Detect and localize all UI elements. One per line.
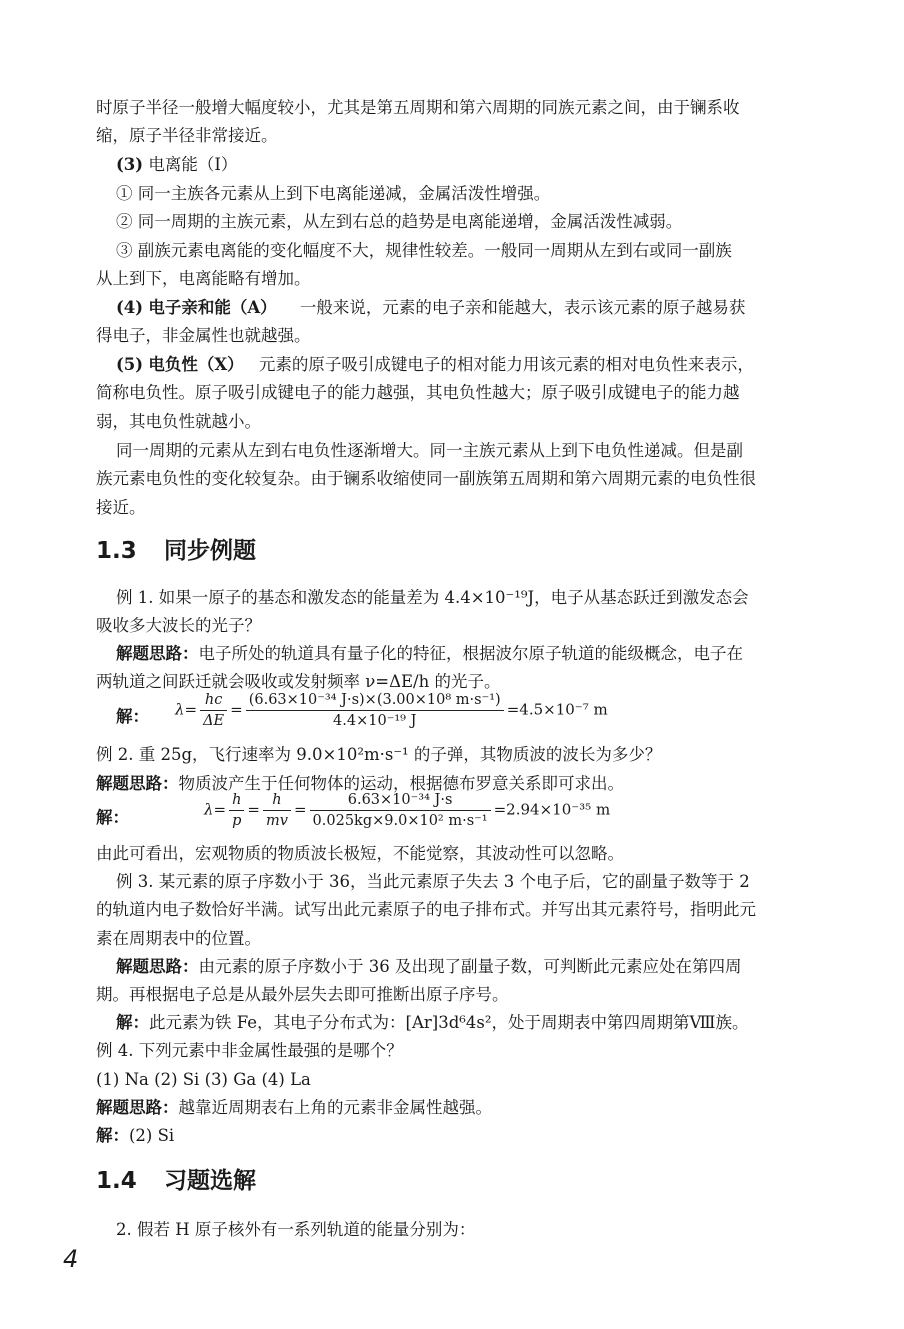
text-line: 缩，原子半径非常接近。: [96, 126, 278, 145]
example-4-solution: [96, 1122, 816, 1150]
thinking-text: 电子所处的轨道具有量子化的特征，根据波尔原子轨道的能级概念，电子在: [198, 644, 743, 663]
text-line: 吸收多大波长的光子？: [96, 616, 261, 635]
section-number: 1.3: [96, 538, 137, 564]
text-line: 时原子半径一般增大幅度较小，尤其是第五周期和第六周期的同族元素之间，由于镧系收: [96, 98, 740, 117]
question-text: 例 2. 重 25g，飞行速率为 9.0×10²m·s⁻¹ 的子弹，其物质波的波长为多少？: [96, 745, 662, 764]
solution-text: 此元素为铁 Fe，其电子分布式为：[Ar]3d⁶4s²，处于周期表中第四周期第Ⅷ族。: [149, 1013, 749, 1032]
example-1-thinking: [116, 640, 836, 668]
example-2-question: [96, 741, 816, 769]
equation-lhs: λ=: [175, 700, 198, 719]
subheading-text: 元素的原子吸引成键电子的相对能力用该元素的相对电负性来表示，: [258, 355, 754, 374]
equation-rhs: =4.5×10⁻⁷ m: [506, 700, 608, 719]
text-line: 接近。: [96, 498, 146, 517]
solution-label: 解：: [96, 1126, 129, 1145]
subheading-text: 一般来说，元素的电子亲和能越大，表示该元素的原子越易获: [299, 298, 746, 317]
thinking-text: 由元素的原子序数小于 36 及出现了副量子数，可判断此元素应处在第四周: [198, 957, 742, 976]
section-heading: [96, 1162, 256, 1195]
text-line: 期。再根据电子总是从最外层失去即可推断出原子序号。: [96, 985, 509, 1004]
thinking-label: 解题思路：: [96, 1098, 179, 1117]
section-title: 习题选解: [164, 1168, 257, 1194]
text-line: 弱，其电负性就越小。: [96, 412, 261, 431]
equation-2: λ= $\frac{h}{p}$ = $\frac{h}{mv}$ = $\frac{\text{6.63×10⁻³⁴ J·s}}{\text{0.025kg×9.0×10² m·s⁻¹}}$ =2.94×10⁻³⁵ m: [204, 792, 611, 829]
subheading-number: (5): [116, 355, 144, 374]
denominator: ΔE: [203, 713, 225, 729]
example-4-options: (1) Na (2) Si (3) Ga (4) La: [96, 1070, 311, 1089]
text-line: 得电子，非金属性也就越强。: [96, 326, 311, 345]
numerator: 6.63×10⁻³⁴ J·s: [310, 790, 491, 811]
equation-lhs: λ=: [204, 800, 227, 819]
solution-label: 解：: [116, 707, 149, 726]
text-line: ② 同一周期的主族元素，从左到右总的趋势是电离能递增，金属活泼性减弱。: [116, 212, 683, 231]
fraction: [263, 790, 291, 831]
thinking-label: 解题思路：: [116, 957, 199, 976]
denominator: mv: [266, 813, 288, 829]
example-3-question: 例 3. 某元素的原子序数小于 36，当此元素原子失去 3 个电子后，它的副量子数等于 2: [116, 872, 750, 891]
page-number: 4: [63, 1245, 79, 1273]
thinking-text: 物质波产生于任何物体的运动，根据德布罗意关系即可求出。: [178, 774, 624, 793]
fraction: [310, 790, 491, 831]
fraction: [229, 790, 244, 831]
equation-rhs: =2.94×10⁻³⁵ m: [493, 800, 611, 819]
text-line: 两轨道之间跃迁就会吸收或发射频率 ν=ΔE/h 的光子。: [96, 672, 501, 691]
example-4-thinking: [96, 1094, 816, 1122]
denominator: 0.025kg×9.0×10² m·s⁻¹: [312, 813, 488, 829]
subheading-text: 电离能（I）: [148, 155, 238, 174]
thinking-label: 解题思路：: [116, 644, 199, 663]
numerator: h: [263, 790, 291, 811]
text-line: 简称电负性。原子吸引成键电子的能力越强，其电负性越大；原子吸引成键电子的能力越: [96, 383, 740, 402]
subheading-affinity: [116, 294, 836, 322]
denominator: p: [232, 813, 242, 829]
section-heading: [96, 532, 256, 565]
denominator: 4.4×10⁻¹⁹ J: [333, 713, 417, 729]
subheading-number: (3): [116, 155, 144, 174]
fraction: [246, 690, 504, 731]
text-line: ① 同一主族各元素从上到下电离能递减，金属活泼性增强。: [116, 184, 551, 203]
text-line: 同一周期的元素从左到右电负性逐渐增大。同一主族元素从上到下电负性递减。但是副: [116, 441, 743, 460]
numerator: hc: [200, 690, 227, 711]
subheading-electronegativity: [116, 351, 836, 379]
solution-label: 解：: [96, 808, 129, 827]
section-title: 同步例题: [164, 538, 257, 564]
exercise-2-question: 2. 假若 H 原子核外有一系列轨道的能量分别为：: [116, 1220, 476, 1239]
numerator: h: [229, 790, 244, 811]
text-line: 族元素电负性的变化较复杂。由于镧系收缩使同一副族第五周期和第六周期元素的电负性很: [96, 469, 756, 488]
fraction: [200, 690, 227, 731]
subheading-number: (4): [116, 298, 144, 317]
subheading-title: 电子亲和能（A）: [148, 298, 277, 317]
solution-label: 解：: [116, 1013, 149, 1032]
equation-1: λ= $\frac{hc}{\Delta E}$ = $\frac{\text{(6.63×10⁻³⁴ J·s)×(3.00×10⁸ m·s⁻¹)}}{\text{4.4×10⁻¹⁹ J}}$ =4.5×10⁻⁷ m: [175, 692, 608, 729]
text-line: 素在周期表中的位置。: [96, 929, 261, 948]
thinking-text: 越靠近周期表右上角的元素非金属性越强。: [178, 1098, 492, 1117]
section-number: 1.4: [96, 1168, 137, 1194]
example-4-question: 例 4. 下列元素中非金属性最强的是哪个？: [96, 1041, 403, 1060]
subheading-ionization: [116, 151, 836, 179]
example-3-thinking: [116, 953, 836, 981]
numerator: (6.63×10⁻³⁴ J·s)×(3.00×10⁸ m·s⁻¹): [246, 690, 504, 711]
text-line: 的轨道内电子数恰好半满。试写出此元素原子的电子排布式。并写出其元素符号，指明此元: [96, 900, 756, 919]
text-line: 由此可看出，宏观物质的物质波长极短，不能觉察，其波动性可以忽略。: [96, 844, 624, 863]
solution-text: (2) Si: [129, 1126, 175, 1145]
subheading-title: 电负性（X）: [148, 355, 244, 374]
text-line: ③ 副族元素电离能的变化幅度不大，规律性较差。一般同一周期从左到右或同一副族: [116, 241, 732, 260]
text-line: 从上到下，电离能略有增加。: [96, 269, 311, 288]
example-3-solution: [116, 1009, 836, 1037]
thinking-label: 解题思路：: [96, 774, 179, 793]
example-1-question: 例 1. 如果一原子的基态和激发态的能量差为 4.4×10⁻¹⁹J，电子从基态跃迁到激发态会: [116, 588, 749, 607]
